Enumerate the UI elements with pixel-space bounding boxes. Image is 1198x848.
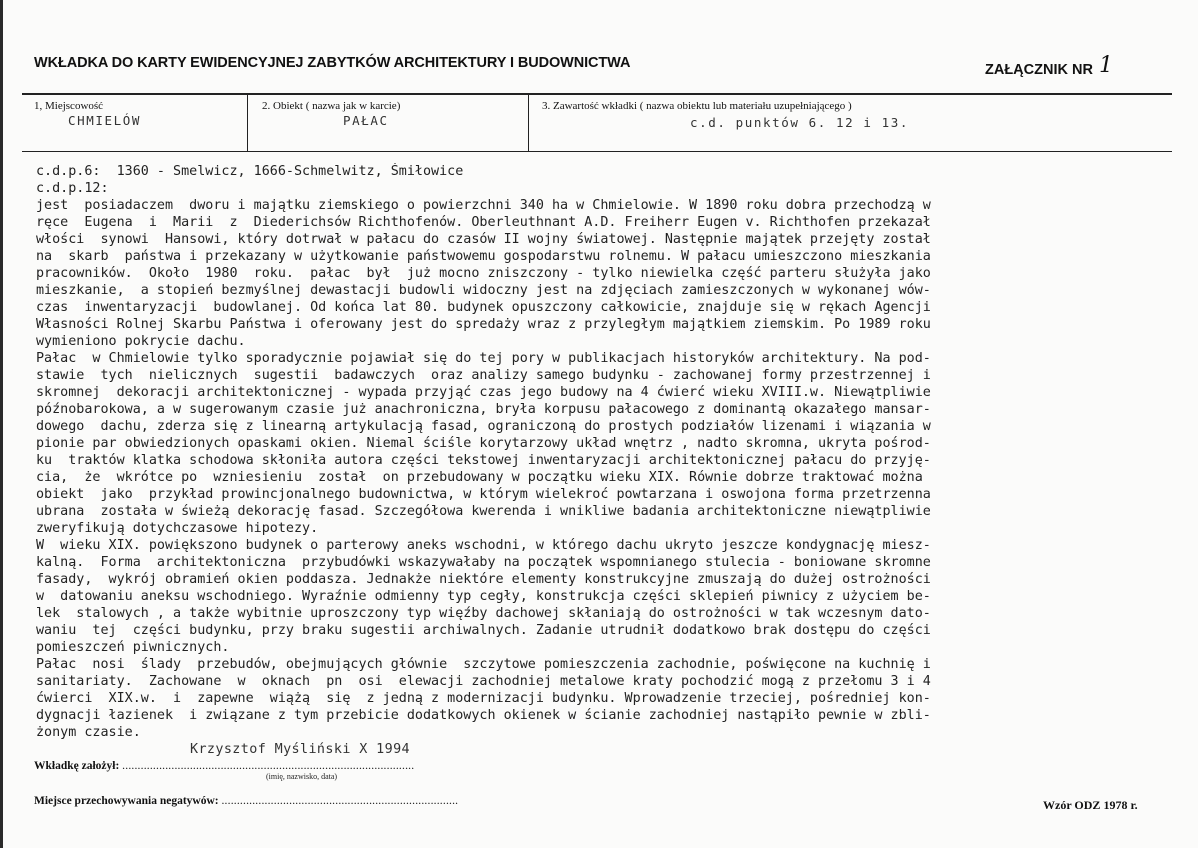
inserted-by-note: (imię, nazwisko, data) [266, 772, 338, 781]
body-line: ręce Eugena i Marii z Diederichsów Richthofenów. Oberleuthnant A.D. Freiherr Eugen v. Richthofen przekazał [36, 215, 931, 230]
body-line: sanitariaty. Zachowane w oknach pn osi elewacji zachodniej metalowe kraty pochodzić mogą z przełomu 3 i 4 [36, 674, 931, 689]
body-line: obiekt jako przykład prowincjonalnego budownictwa, w którym wielekroć powtarzana i oswojona forma przetrzenna [36, 487, 931, 502]
body-line: pionie par obwiedzionych opaskami okien. Niemal ściśle korytarzowy układ wnętrz , nadto skromna, ukryta pośrod- [36, 436, 931, 451]
fields-top-rule [22, 93, 1172, 95]
inserted-by-label: Wkładkę założył: [34, 760, 120, 772]
object-label: 2. Obiekt ( nazwa jak w karcie) [262, 100, 401, 112]
body-line: wymieniono pokrycie dachu. [36, 334, 246, 349]
inserted-by-dots: ............................................................................................... [122, 760, 415, 772]
body-line: dygnacji łazienek i związane z tym przebicie dodatkowych okienek w ścianie zachodniej nastąpiło pewnie w zbli- [36, 708, 931, 723]
body-line: Własności Rolnej Skarbu Państwa i oferowany jest do spredaży wraz z przyległym majątkiem ziemskim. Po 1989 roku [36, 317, 931, 332]
object-value: PAŁAC [343, 113, 389, 128]
field-divider-1 [247, 93, 248, 151]
body-line: późnobarokowa, a w sugerowanym czasie już anachroniczna, bryła korpusu pałacowego z dominantą okazałego mansar- [36, 402, 931, 417]
typewritten-body [36, 163, 1172, 741]
body-line: ku traktów klatka schodowa skłoniła autora części tekstowej inwentaryzacji architektonicznej pałacu do przyję- [36, 453, 931, 468]
locality-value: CHMIELÓW [68, 113, 142, 128]
body-line: Pałac w Chmielowie tylko sporadycznie pojawiał się do tej pory w publikacjach historyków architektury. Na pod- [36, 351, 931, 366]
inserted-by-row [34, 760, 414, 772]
body-line: fasady, wykrój obramień okien poddasza. Jednakże niektóre elementy konstrukcyjne zmuszają do dużej ostrożności [36, 572, 931, 587]
body-line: lek stalowych , a także wybitnie uproszczony typ więźby dachowej skłaniają do ostrożności w tak wczesnym dato- [36, 606, 931, 621]
body-line: żonym czasie. [36, 725, 141, 740]
body-line: pracowników. Około 1980 roku. pałac był już mocno zniszczony - tylko niewielka część parteru służyła jako [36, 266, 931, 281]
body-line: czas inwentaryzacji budowlanej. Od końca lat 80. budynek opuszczony całkowicie, znajduje się w rękach Agencji [36, 300, 931, 315]
body-line: ćwierci XIX.w. i zapewne wiążą się z jedną z modernizacji budynku. Wprowadzenie trzeciej, pośredniej kon- [36, 691, 931, 706]
body-line: waniu tej części budynku, przy braku sugestii archiwalnych. Zadanie utrudnił dodatkowo brak dostępu do części [36, 623, 931, 638]
locality-label: 1, Miejscowość [34, 100, 104, 112]
body-line: dowego dachu, zderza się z linearną artykulacją fasad, ograniczoną do prostych podziałów lizenami i wiązania w [36, 419, 931, 434]
body-line: kalną. Forma architektoniczna przybudówki wskazywałaby na początek wspomnianego stulecia - boniowane skromne [36, 555, 931, 570]
signature: Krzysztof Myśliński X 1994 [190, 742, 411, 757]
body-line: ubrana została w świeżą dekorację fasad. Szczegółowa kwerenda i wnikliwe badania architektoniczne niewątpliwie [36, 504, 931, 519]
body-line: pomieszczeń piwnicznych. [36, 640, 230, 655]
body-line: c.d.p.12: [36, 181, 109, 196]
storage-label: Miejsce przechowywania negatywów: [34, 795, 219, 807]
form-title: WKŁADKA DO KARTY EWIDENCYJNEJ ZABYTKÓW ARCHITEKTURY I BUDOWNICTWA [34, 55, 631, 71]
page-edge [0, 0, 3, 848]
body-line: włości synowi Hansowi, który dotrwał w pałacu do czasów II wojny światowej. Następnie majątek przejęty został [36, 232, 931, 247]
body-line: cia, że wkrótce po wzniesieniu został on przebudowany w początku wieku XIX. Równie dobrze traktować można [36, 470, 923, 485]
contents-value: c.d. punktów 6. 12 i 13. [690, 115, 910, 130]
storage-dots: ............................................................................. [221, 795, 459, 807]
body-line: na skarb państwa i przekazany w użytkowanie państwowemu gospodarstwu rolnemu. W pałacu umieszczono mieszkania [36, 249, 931, 264]
storage-row [34, 795, 458, 807]
fields-bottom-rule [22, 151, 1172, 152]
contents-label: 3. Zawartość wkładki ( nazwa obiektu lub materiału uzupełniającego ) [542, 100, 852, 112]
form-pattern: Wzór ODZ 1978 r. [1043, 798, 1138, 812]
annex-number: 1 [1098, 53, 1113, 78]
body-line: skromnej dekoracji architektonicznej - wypada przyjąć czas jego budowy na 4 ćwierć wieku XVIII.w. Niewątpliwie [36, 385, 931, 400]
body-line: mieszkanie, a stopień bezmyślnej dewastacji budowli widoczny jest na zdjęciach zamieszczonych w wykonanej wów- [36, 283, 931, 298]
body-line: W wieku XIX. powiększono budynek o parterowy aneks wschodni, w którego dachu ukryto jeszcze kondygnację miesz- [36, 538, 931, 553]
body-line: jest posiadaczem dworu i majątku ziemskiego o powierzchni 340 ha w Chmielowie. W 1890 roku dobra przechodzą w [36, 198, 931, 213]
body-line: stawie tych nielicznych sugestii badawczych oraz analizy samego budynku - zachowanej formy przestrzennej i [36, 368, 931, 383]
body-line: c.d.p.6: 1360 - Smelwicz, 1666-Schmelwitz, Śmiłowice [36, 164, 464, 179]
annex-label [985, 55, 1113, 80]
field-divider-2 [528, 93, 529, 151]
body-line: zweryfikują dotychczasowe hipotezy. [36, 521, 319, 536]
body-line: Pałac nosi ślady przebudów, obejmujących głównie szczytowe pomieszczenia zachodnie, poświęcone na kuchnię i [36, 657, 931, 672]
annex-label-text: ZAŁĄCZNIK NR [985, 62, 1093, 78]
body-line: w datowaniu aneksu wschodniego. Wyraźnie odmienny typ cegły, konstrukcja części sklepień piwnicy z użyciem be- [36, 589, 931, 604]
